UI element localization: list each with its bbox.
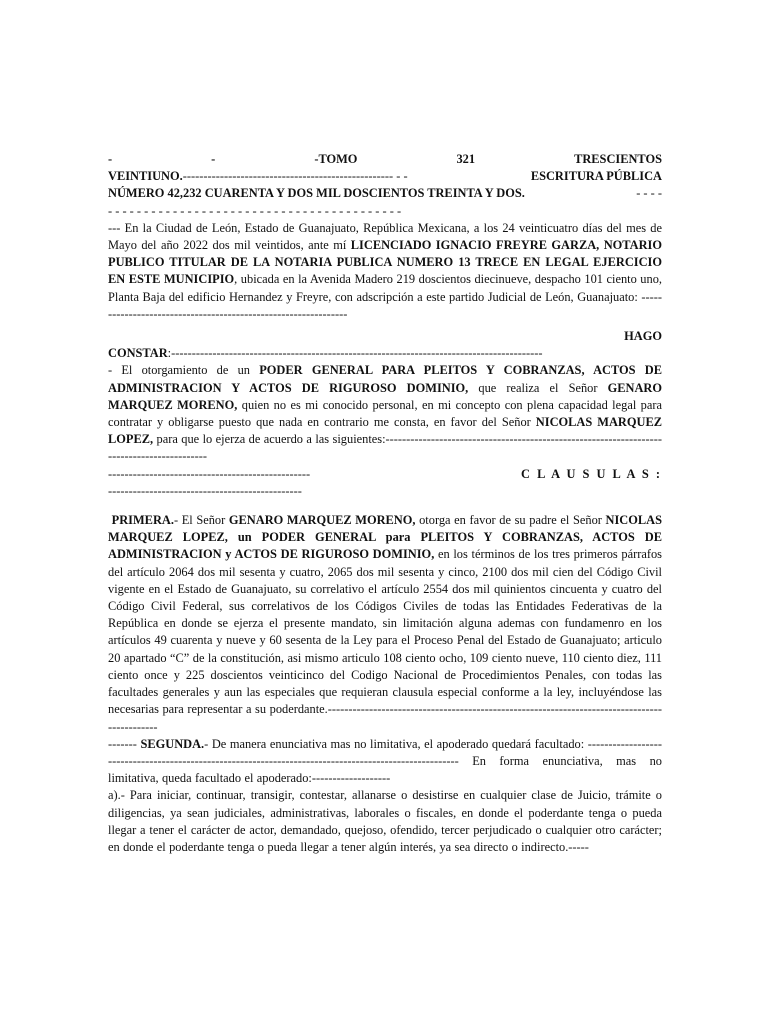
segunda-lead: ------- (108, 736, 141, 751)
header-dash: - (108, 152, 113, 166)
primera-text: - El Señor (173, 513, 229, 528)
segunda-label: SEGUNDA. (140, 736, 205, 751)
constar-line (108, 345, 662, 362)
header-numero: NÚMERO 42,232 CUARENTA Y DOS MIL DOSCIENTOS TREINTA Y DOS. (108, 186, 525, 201)
primera-label: PRIMERA. (111, 513, 174, 528)
header-dash: - (211, 152, 216, 166)
clausulas-dashes: ------------------------------------------------- (108, 466, 311, 481)
poder-type: PODER GENERAL PARA PLEITOS Y COBRANZAS, ACTOS DE ADMINISTRACION Y ACTOS DE RIGUROSO DOMINIO, (108, 363, 662, 395)
header-escritura-line (108, 168, 662, 185)
otorgamiento-paragraph (108, 362, 662, 465)
clausulas-tail: ----------------------------------------------- (108, 483, 302, 498)
header-dashes: - - - - (636, 186, 662, 201)
constar-label: CONSTAR (108, 346, 168, 361)
grantor-name: GENARO MARQUEZ MORENO, (108, 380, 662, 412)
header-numero-line (108, 185, 662, 202)
primera-grantor: GENARO MARQUEZ MORENO, (228, 513, 416, 528)
attorney-name: NICOLAS MARQUEZ LOPEZ, (108, 415, 662, 447)
constar-dashes: :------------------------------------------------------------------------------------------ (167, 346, 543, 361)
otorgamiento-text: - El otorgamiento de un (108, 363, 260, 378)
clausulas-title: C L A U S U L A S : (521, 466, 662, 481)
primera-poder: NICOLAS MARQUEZ LOPEZ, un PODER GENERAL para PLEITOS Y COBRANZAS, ACTOS DE ADMINISTRACION y ACTOS DE RIGUROSO DOMINIO, (108, 513, 662, 562)
clausula-primera (108, 512, 662, 736)
inciso-a: a).- Para iniciar, continuar, transigir, contestar, allanarse o desistirse en cualquier clase de Juicio, trámite o diligencias, ya sean judiciales, administrativas, laborales o fiscales, en donde el poderdante tenga o pueda llegar a tener el carácter de actor, demandado, quejoso, ofendido, tercer perjudicado o cualquier otro carácter; en donde el poderdante tenga o pueda llegar a tener algún interés, ya sea directo o indirecto.----- (108, 788, 662, 854)
primera-text: en los términos de los tres primeros párrafos del artículo 2064 dos mil sesenta y cuatro, 2065 dos mil sesenta y cinco, 2100 dos mil cien del Código Civil vigente en el Estado de Guanajuato, su correlativo el artículo 2554 dos mil quinientos cincuenta y cuatro del Código Civil Federal, sus correlativos de los Códigos Civiles de todas las Entidades Federativas de la República en donde se ejerza el presente mandato, sin limitación alguna ademas con fundamenro en los artículos 49 cuarenta y nueve y 60 sesenta de la Ley para el Proceso Penal del Estado de Guanajuato; articulo 20 apartado “C” de la constitución, asi mismo articulo 108 ciento ocho, 109 ciento nueve, 110 ciento diez, 111 ciento once y 225 doscientos veinticinco del Codigo Nacional de Procedimientos Penales, con todas las facultades generales y aun las especiales que requieran clausula especial conforme a la ley, incluyéndose las necesarias para representar a su poderdante.--------------------------------------------------------------------------------------------- (108, 547, 662, 734)
clausula-segunda (108, 736, 662, 788)
header-tomo: -TOMO (314, 152, 358, 166)
notary-name: LICENCIADO IGNACIO FREYRE GARZA, NOTARIO PUBLICO TITULAR DE LA NOTARIA PUBLICA NUMERO 13 TRECE EN LEGAL EJERCICIO EN ESTE MUNICIPIO (108, 238, 663, 287)
clausulas-heading (108, 466, 662, 483)
otorgamiento-text: quien no es mi conocido personal, en mi concepto con plena capacidad legal para contratar y obligarse puesto que nada en contrario me consta, en favor del Señor (108, 397, 662, 430)
hago-label: HAGO (624, 329, 662, 344)
header-dashes: --------------------------------------------------- - - (182, 169, 408, 184)
primera-text: otorga en favor de su padre el Señor (415, 513, 606, 528)
otorgamiento-text: que realiza el Señor (468, 380, 608, 395)
header-tomo-line (108, 151, 662, 168)
intro-text: , ubicada en la Avenida Madero 219 doscientos diecinueve, despacho 101 ciento uno, Planta Baja del edificio Hernandez y Freyre, con adscripción a este partido Judicial de León, Guanajuato: --------------------------------------------------------------- (108, 272, 662, 321)
intro-text: --- En la Ciudad de León, Estado de Guanajuato, República Mexicana, a los 24 veinticuatro días del mes de Mayo del año 2022 dos mil veintidos, ante mí (108, 220, 662, 253)
intro-paragraph (108, 220, 662, 323)
segunda-text: - De manera enunciativa mas no limitativa, el apoderado quedará facultado: ------------------------------------------------------------------------------------------------------- En forma enunciativa, mas no limitativa, queda facultado el apoderado:------------------- (108, 736, 662, 786)
header-tomo-number: 321 (456, 152, 476, 166)
otorgamiento-text: para que lo ejerza de acuerdo a las siguientes:------------------------------------------------------------------------------------------- (108, 432, 662, 464)
header-escritura: ESCRITURA PÚBLICA (530, 169, 662, 184)
header-dash-line: - - - - - - - - - - - - - - - - - - - - - - - - - - - - - - - - - - - - - - - - - (108, 203, 402, 218)
header-tomo-words: TRESCIENTOS (574, 152, 662, 166)
header-veintiuno: VEINTIUNO. (108, 169, 183, 184)
